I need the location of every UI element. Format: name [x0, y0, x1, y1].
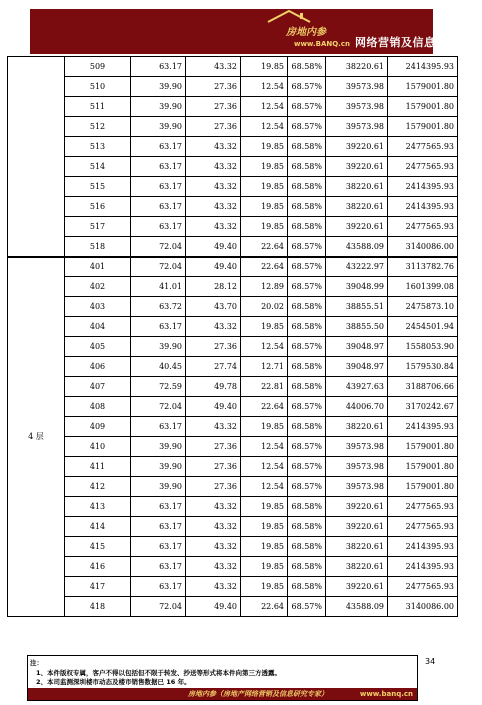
value-cell: 40.45	[131, 357, 186, 377]
table-row	[8, 77, 458, 97]
header-banner	[30, 9, 482, 54]
value-cell: 1579001.80	[388, 457, 458, 477]
room-number-cell: 417	[65, 577, 131, 597]
value-cell: 19.85	[241, 217, 288, 237]
table-row	[8, 557, 458, 577]
value-cell: 68.57%	[288, 457, 326, 477]
table-row	[8, 437, 458, 457]
room-number-cell: 410	[65, 437, 131, 457]
value-cell: 68.58%	[288, 157, 326, 177]
value-cell: 39573.98	[326, 77, 388, 97]
value-cell: 12.71	[241, 357, 288, 377]
table-row	[8, 137, 458, 157]
value-cell: 68.57%	[288, 337, 326, 357]
value-cell: 19.85	[241, 317, 288, 337]
value-cell: 68.58%	[288, 557, 326, 577]
footer-bar-url: www.banq.cn	[359, 690, 413, 698]
value-cell: 39220.61	[326, 577, 388, 597]
value-cell: 39.90	[131, 437, 186, 457]
table-row	[8, 597, 458, 617]
table-row	[8, 237, 458, 257]
room-number-cell: 416	[65, 557, 131, 577]
value-cell: 19.85	[241, 577, 288, 597]
header-title: 网络营销及信息研究专家	[355, 36, 482, 49]
value-cell: 39573.98	[326, 117, 388, 137]
value-cell: 43.32	[186, 537, 241, 557]
value-cell: 19.85	[241, 137, 288, 157]
value-cell: 39.90	[131, 117, 186, 137]
value-cell: 2414395.93	[388, 417, 458, 437]
value-cell: 2414395.93	[388, 197, 458, 217]
value-cell: 68.58%	[288, 57, 326, 77]
value-cell: 19.85	[241, 517, 288, 537]
value-cell: 68.58%	[288, 577, 326, 597]
value-cell: 63.17	[131, 537, 186, 557]
value-cell: 12.54	[241, 437, 288, 457]
value-cell: 39220.61	[326, 217, 388, 237]
table-row	[8, 297, 458, 317]
value-cell: 43588.09	[326, 237, 388, 257]
value-cell: 49.40	[186, 397, 241, 417]
value-cell: 43.32	[186, 557, 241, 577]
value-cell: 68.57%	[288, 277, 326, 297]
table-row	[8, 537, 458, 557]
floor-cell: 4 层	[8, 257, 65, 617]
value-cell: 2477565.93	[388, 217, 458, 237]
value-cell: 3113782.76	[388, 257, 458, 277]
room-number-cell: 403	[65, 297, 131, 317]
table-row	[8, 397, 458, 417]
value-cell: 2414395.93	[388, 537, 458, 557]
table-row	[8, 497, 458, 517]
value-cell: 63.72	[131, 297, 186, 317]
value-cell: 2477565.93	[388, 157, 458, 177]
value-cell: 63.17	[131, 197, 186, 217]
value-cell: 68.57%	[288, 437, 326, 457]
table-row	[8, 197, 458, 217]
value-cell: 41.01	[131, 277, 186, 297]
value-cell: 3170242.67	[388, 397, 458, 417]
value-cell: 39220.61	[326, 137, 388, 157]
value-cell: 38855.51	[326, 297, 388, 317]
value-cell: 63.17	[131, 577, 186, 597]
note-copyright: 1、本件版权专属，客户不得以包括但不限于转发、抄送等形式将本件向第三方透露。	[36, 669, 282, 677]
value-cell: 20.02	[241, 297, 288, 317]
value-cell: 39220.61	[326, 517, 388, 537]
value-cell: 68.58%	[288, 197, 326, 217]
value-cell: 2414395.93	[388, 177, 458, 197]
value-cell: 43.32	[186, 157, 241, 177]
value-cell: 43.32	[186, 577, 241, 597]
table-row	[8, 477, 458, 497]
value-cell: 19.85	[241, 417, 288, 437]
value-cell: 2414395.93	[388, 57, 458, 77]
value-cell: 3140086.00	[388, 237, 458, 257]
table-row	[8, 357, 458, 377]
room-number-cell: 407	[65, 377, 131, 397]
table-row	[8, 577, 458, 597]
value-cell: 38855.50	[326, 317, 388, 337]
value-cell: 43.32	[186, 317, 241, 337]
value-cell: 22.64	[241, 397, 288, 417]
value-cell: 2477565.93	[388, 577, 458, 597]
value-cell: 2414395.93	[388, 557, 458, 577]
value-cell: 43.70	[186, 297, 241, 317]
room-number-cell: 512	[65, 117, 131, 137]
value-cell: 1579001.80	[388, 97, 458, 117]
value-cell: 68.58%	[288, 177, 326, 197]
value-cell: 38220.61	[326, 57, 388, 77]
value-cell: 72.59	[131, 377, 186, 397]
value-cell: 12.54	[241, 477, 288, 497]
value-cell: 43.32	[186, 137, 241, 157]
room-number-cell: 408	[65, 397, 131, 417]
value-cell: 1579001.80	[388, 437, 458, 457]
value-cell: 39.90	[131, 337, 186, 357]
value-cell: 43.32	[186, 417, 241, 437]
page-number: 34	[425, 657, 436, 666]
unit-price-table	[7, 56, 458, 617]
room-number-cell: 402	[65, 277, 131, 297]
table-row	[8, 377, 458, 397]
value-cell: 43.32	[186, 197, 241, 217]
value-cell: 38220.61	[326, 197, 388, 217]
value-cell: 63.17	[131, 157, 186, 177]
value-cell: 39573.98	[326, 97, 388, 117]
value-cell: 19.85	[241, 497, 288, 517]
room-number-cell: 513	[65, 137, 131, 157]
value-cell: 68.58%	[288, 317, 326, 337]
value-cell: 68.57%	[288, 237, 326, 257]
value-cell: 22.81	[241, 377, 288, 397]
value-cell: 12.54	[241, 457, 288, 477]
value-cell: 39573.98	[326, 437, 388, 457]
value-cell: 63.17	[131, 137, 186, 157]
value-cell: 27.36	[186, 437, 241, 457]
value-cell: 12.54	[241, 97, 288, 117]
value-cell: 19.85	[241, 57, 288, 77]
value-cell: 2477565.93	[388, 497, 458, 517]
value-cell: 68.58%	[288, 357, 326, 377]
value-cell: 44006.70	[326, 397, 388, 417]
table-row	[8, 277, 458, 297]
table-row	[8, 117, 458, 137]
value-cell: 43.32	[186, 517, 241, 537]
value-cell: 39220.61	[326, 497, 388, 517]
value-cell: 2477565.93	[388, 137, 458, 157]
value-cell: 38220.61	[326, 417, 388, 437]
value-cell: 63.17	[131, 57, 186, 77]
room-number-cell: 415	[65, 537, 131, 557]
room-number-cell: 511	[65, 97, 131, 117]
value-cell: 2475873.10	[388, 297, 458, 317]
value-cell: 1579001.80	[388, 77, 458, 97]
value-cell: 68.57%	[288, 117, 326, 137]
value-cell: 38220.61	[326, 537, 388, 557]
value-cell: 43.32	[186, 57, 241, 77]
table-row	[8, 317, 458, 337]
value-cell: 68.58%	[288, 217, 326, 237]
value-cell: 63.17	[131, 517, 186, 537]
value-cell: 39573.98	[326, 457, 388, 477]
room-number-cell: 514	[65, 157, 131, 177]
value-cell: 72.04	[131, 257, 186, 277]
value-cell: 1579001.80	[388, 477, 458, 497]
value-cell: 68.57%	[288, 257, 326, 277]
value-cell: 63.17	[131, 497, 186, 517]
value-cell: 39573.98	[326, 477, 388, 497]
value-cell: 63.17	[131, 417, 186, 437]
value-cell: 27.36	[186, 117, 241, 137]
value-cell: 39.90	[131, 97, 186, 117]
room-number-cell: 401	[65, 257, 131, 277]
value-cell: 3188706.66	[388, 377, 458, 397]
value-cell: 1579530.84	[388, 357, 458, 377]
value-cell: 22.64	[241, 237, 288, 257]
value-cell: 1601399.08	[388, 277, 458, 297]
room-number-cell: 518	[65, 237, 131, 257]
floor-cell	[8, 57, 65, 257]
room-number-cell: 406	[65, 357, 131, 377]
value-cell: 43588.09	[326, 597, 388, 617]
room-number-cell: 412	[65, 477, 131, 497]
logo-text: 房地内参	[286, 27, 326, 38]
value-cell: 68.58%	[288, 297, 326, 317]
value-cell: 1579001.80	[388, 117, 458, 137]
note-heading: 注：	[30, 659, 43, 667]
value-cell: 43.32	[186, 217, 241, 237]
note-monitoring: 2、本司监测深圳楼市动态及楼市销售数据已 16 年。	[36, 678, 191, 686]
value-cell: 43.32	[186, 177, 241, 197]
room-number-cell: 405	[65, 337, 131, 357]
value-cell: 63.17	[131, 217, 186, 237]
value-cell: 22.64	[241, 597, 288, 617]
footer-bar-text: 房地内参（房地产网络营销及信息研究专家）	[188, 689, 328, 698]
value-cell: 27.36	[186, 337, 241, 357]
value-cell: 43222.97	[326, 257, 388, 277]
value-cell: 49.40	[186, 237, 241, 257]
logo-url: www.BANQ.cn	[294, 40, 350, 48]
value-cell: 27.36	[186, 457, 241, 477]
value-cell: 63.17	[131, 317, 186, 337]
table-row	[8, 217, 458, 237]
table-row	[8, 57, 458, 77]
value-cell: 3140086.00	[388, 597, 458, 617]
value-cell: 12.54	[241, 77, 288, 97]
value-cell: 68.58%	[288, 537, 326, 557]
value-cell: 27.36	[186, 77, 241, 97]
value-cell: 19.85	[241, 537, 288, 557]
room-number-cell: 515	[65, 177, 131, 197]
value-cell: 27.74	[186, 357, 241, 377]
room-number-cell: 411	[65, 457, 131, 477]
value-cell: 68.58%	[288, 417, 326, 437]
value-cell: 19.85	[241, 157, 288, 177]
value-cell: 12.89	[241, 277, 288, 297]
value-cell: 12.54	[241, 337, 288, 357]
value-cell: 39.90	[131, 477, 186, 497]
table-row	[8, 157, 458, 177]
table-row	[8, 177, 458, 197]
room-number-cell: 404	[65, 317, 131, 337]
room-number-cell: 510	[65, 77, 131, 97]
room-number-cell: 509	[65, 57, 131, 77]
value-cell: 68.58%	[288, 517, 326, 537]
value-cell: 72.04	[131, 397, 186, 417]
value-cell: 49.40	[186, 257, 241, 277]
value-cell: 39048.97	[326, 357, 388, 377]
value-cell: 1558053.90	[388, 337, 458, 357]
value-cell: 27.36	[186, 477, 241, 497]
value-cell: 68.57%	[288, 97, 326, 117]
table-row	[8, 257, 458, 277]
value-cell: 2477565.93	[388, 517, 458, 537]
value-cell: 43.32	[186, 497, 241, 517]
value-cell: 72.04	[131, 237, 186, 257]
value-cell: 39.90	[131, 77, 186, 97]
value-cell: 39.90	[131, 457, 186, 477]
value-cell: 68.57%	[288, 477, 326, 497]
value-cell: 38220.61	[326, 557, 388, 577]
value-cell: 39220.61	[326, 157, 388, 177]
value-cell: 27.36	[186, 97, 241, 117]
value-cell: 72.04	[131, 597, 186, 617]
value-cell: 38220.61	[326, 177, 388, 197]
value-cell: 39048.97	[326, 337, 388, 357]
room-number-cell: 418	[65, 597, 131, 617]
room-number-cell: 516	[65, 197, 131, 217]
value-cell: 43927.63	[326, 377, 388, 397]
footer-notes	[27, 655, 418, 701]
value-cell: 19.85	[241, 197, 288, 217]
value-cell: 49.40	[186, 597, 241, 617]
value-cell: 68.58%	[288, 137, 326, 157]
room-number-cell: 409	[65, 417, 131, 437]
room-number-cell: 413	[65, 497, 131, 517]
value-cell: 22.64	[241, 257, 288, 277]
room-number-cell: 517	[65, 217, 131, 237]
value-cell: 68.57%	[288, 397, 326, 417]
value-cell: 2454501.94	[388, 317, 458, 337]
value-cell: 68.58%	[288, 497, 326, 517]
value-cell: 28.12	[186, 277, 241, 297]
table-row	[8, 97, 458, 117]
value-cell: 39048.99	[326, 277, 388, 297]
value-cell: 19.85	[241, 177, 288, 197]
value-cell: 12.54	[241, 117, 288, 137]
table-row	[8, 417, 458, 437]
room-number-cell: 414	[65, 517, 131, 537]
value-cell: 63.17	[131, 177, 186, 197]
value-cell: 68.57%	[288, 597, 326, 617]
table-row	[8, 517, 458, 537]
value-cell: 68.57%	[288, 77, 326, 97]
value-cell: 68.58%	[288, 377, 326, 397]
value-cell: 49.78	[186, 377, 241, 397]
table-row	[8, 337, 458, 357]
value-cell: 63.17	[131, 557, 186, 577]
footer-bar	[28, 688, 417, 700]
table-row	[8, 457, 458, 477]
value-cell: 19.85	[241, 557, 288, 577]
